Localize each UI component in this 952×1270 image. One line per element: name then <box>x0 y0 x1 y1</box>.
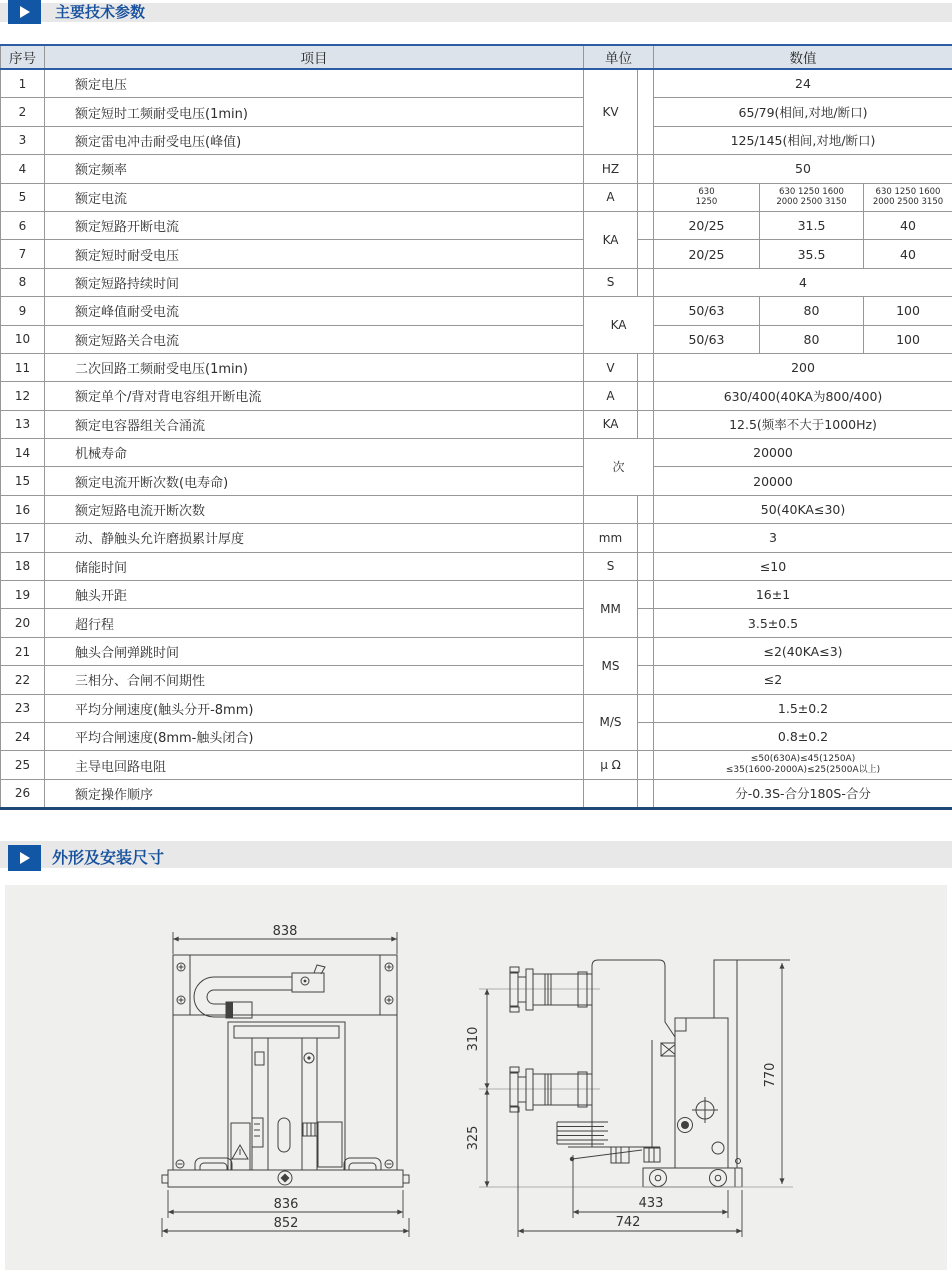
item-name: 额定电压 <box>45 69 584 98</box>
row-number: 1 <box>1 69 45 98</box>
value-cell: 40 <box>864 240 952 268</box>
spacer-cell <box>638 637 654 665</box>
value-cell: 3.5±0.5 <box>654 609 952 637</box>
unit-cell: MS <box>584 637 638 694</box>
spacer-cell <box>638 268 654 296</box>
unit-cell: KA <box>584 211 638 268</box>
spacer-cell <box>638 666 654 694</box>
item-name: 三相分、合闸不间期性 <box>45 666 584 694</box>
row-number: 17 <box>1 524 45 552</box>
item-name: 额定操作顺序 <box>45 779 584 808</box>
table-row <box>1 779 952 808</box>
row-number: 14 <box>1 439 45 467</box>
spacer-cell <box>638 581 654 609</box>
unit-cell: mm <box>584 524 638 552</box>
value-cell: 0.8±0.2 <box>654 722 952 750</box>
item-name: 额定短路关合电流 <box>45 325 584 353</box>
value-cell <box>654 751 952 779</box>
table-row <box>1 495 952 523</box>
table-header-row <box>1 45 952 69</box>
table-row <box>1 382 952 410</box>
item-name: 主导电回路电阻 <box>45 751 584 779</box>
value-cell: 20/25 <box>654 240 760 268</box>
table-row <box>1 297 952 325</box>
table-row <box>1 240 952 268</box>
spacer-cell <box>638 495 654 523</box>
unit-cell: μ Ω <box>584 751 638 779</box>
dim-770-label: 770 <box>763 1062 778 1088</box>
unit-cell: M/S <box>584 694 638 751</box>
value-cell: 50/63 <box>654 325 760 353</box>
row-number: 26 <box>1 779 45 808</box>
spacer-cell <box>638 410 654 438</box>
value-cell: 50(40KA≤30) <box>654 495 952 523</box>
table-row <box>1 69 952 98</box>
row-number: 16 <box>1 495 45 523</box>
item-name: 储能时间 <box>45 552 584 580</box>
value-cell: 24 <box>654 69 952 98</box>
outline-drawings <box>8 885 944 1270</box>
header-value: 数值 <box>654 45 952 69</box>
current-list-line: 2000 2500 3150 <box>872 197 944 208</box>
table-row <box>1 183 952 211</box>
item-name: 额定雷电冲击耐受电压(峰值) <box>45 126 584 154</box>
item-name: 额定短路电流开断次数 <box>45 495 584 523</box>
value-cell <box>760 183 864 211</box>
value-cell: 分-0.3S-合分180S-合分 <box>654 779 952 808</box>
section-title-outline: 外形及安装尺寸 <box>52 848 165 867</box>
spacer-cell <box>638 353 654 381</box>
current-list-line: 2000 2500 3150 <box>776 197 847 208</box>
table-row <box>1 694 952 722</box>
value-cell: 80 <box>760 297 864 325</box>
current-list-line: 1250 <box>695 197 718 208</box>
dimension-drawing-panel <box>5 885 947 1270</box>
unit-cell: S <box>584 268 638 296</box>
spacer-cell <box>638 751 654 779</box>
unit-cell: 次 <box>584 439 654 496</box>
row-number: 21 <box>1 637 45 665</box>
section-marker-params <box>8 0 41 24</box>
unit-cell <box>584 779 638 808</box>
row-number: 13 <box>1 410 45 438</box>
unit-cell: MM <box>584 581 638 638</box>
value-cell: 50/63 <box>654 297 760 325</box>
table-row <box>1 666 952 694</box>
row-number: 15 <box>1 467 45 495</box>
value-cell: 31.5 <box>760 211 864 239</box>
value-cell: ≤2(40KA≤3) <box>654 637 952 665</box>
row-number: 12 <box>1 382 45 410</box>
item-name: 动、静触头允许磨损累计厚度 <box>45 524 584 552</box>
table-row <box>1 353 952 381</box>
value-cell: ≤2 <box>654 666 952 694</box>
row-number: 22 <box>1 666 45 694</box>
value-cell: 16±1 <box>654 581 952 609</box>
item-name: 额定电流 <box>45 183 584 211</box>
section-title-params: 主要技术参数 <box>55 3 146 21</box>
value-cell: 100 <box>864 325 952 353</box>
current-list-line: 630 1250 1600 <box>875 186 941 197</box>
unit-cell <box>584 495 638 523</box>
item-name: 额定短路开断电流 <box>45 211 584 239</box>
item-name: 额定短时工频耐受电压(1min) <box>45 98 584 126</box>
dim-836-label: 836 <box>273 1197 299 1212</box>
spacer-cell <box>638 694 654 722</box>
value-cell: 20/25 <box>654 211 760 239</box>
row-number: 20 <box>1 609 45 637</box>
value-cell: 80 <box>760 325 864 353</box>
table-row <box>1 524 952 552</box>
front-view-drawing <box>162 924 409 1237</box>
dim-310-label: 310 <box>466 1026 481 1052</box>
unit-cell: A <box>584 382 638 410</box>
item-name: 触头合闸弹跳时间 <box>45 637 584 665</box>
value-cell: 65/79(相间,对地/断口) <box>654 98 952 126</box>
row-number: 10 <box>1 325 45 353</box>
item-name: 机械寿命 <box>45 439 584 467</box>
value-cell <box>864 183 952 211</box>
item-name: 额定电容器组关合涌流 <box>45 410 584 438</box>
value-cell: 20000 <box>654 439 952 467</box>
row-number: 7 <box>1 240 45 268</box>
table-row <box>1 268 952 296</box>
spacer-cell <box>638 183 654 211</box>
row-number: 25 <box>1 751 45 779</box>
table-row <box>1 552 952 580</box>
value-cell: 630/400(40KA为800/400) <box>654 382 952 410</box>
arrow-right-icon <box>20 852 30 864</box>
spacer-cell <box>638 382 654 410</box>
item-name: 额定峰值耐受电流 <box>45 297 584 325</box>
row-number: 3 <box>1 126 45 154</box>
table-row <box>1 609 952 637</box>
spacer-cell <box>638 722 654 750</box>
table-row <box>1 126 952 154</box>
spacer-cell <box>638 779 654 808</box>
table-row <box>1 722 952 750</box>
spacer-cell <box>638 211 654 239</box>
value-cell: 20000 <box>654 467 952 495</box>
spacer-cell <box>638 524 654 552</box>
unit-cell: KA <box>584 297 654 354</box>
spacer-cell <box>638 240 654 268</box>
value-cell: 1.5±0.2 <box>654 694 952 722</box>
spacer-cell <box>638 69 654 155</box>
section-marker-outline <box>8 845 41 871</box>
side-view-drawing <box>466 960 793 1237</box>
row-number: 4 <box>1 155 45 183</box>
arrow-right-icon <box>20 6 30 18</box>
row-number: 8 <box>1 268 45 296</box>
table-row <box>1 98 952 126</box>
header-item: 项目 <box>45 45 584 69</box>
table-row <box>1 581 952 609</box>
table-row <box>1 637 952 665</box>
row-number: 18 <box>1 552 45 580</box>
value-cell: 12.5(频率不大于1000Hz) <box>654 410 952 438</box>
unit-cell: V <box>584 353 638 381</box>
table-row <box>1 211 952 239</box>
row-number: 24 <box>1 722 45 750</box>
dim-433-label: 433 <box>638 1196 664 1211</box>
current-list-line: 630 1250 1600 <box>779 186 844 197</box>
value-cell: 50 <box>654 155 952 183</box>
unit-cell: HZ <box>584 155 638 183</box>
item-name: 额定短时耐受电压 <box>45 240 584 268</box>
table-row <box>1 751 952 779</box>
item-name: 超行程 <box>45 609 584 637</box>
dim-742-label: 742 <box>615 1215 641 1230</box>
value-cell: 40 <box>864 211 952 239</box>
row-number: 2 <box>1 98 45 126</box>
item-name: 平均合闸速度(8mm-触头闭合) <box>45 722 584 750</box>
table-row <box>1 467 952 495</box>
resistance-line: ≤50(630A)≤45(1250A) <box>750 754 856 765</box>
row-number: 23 <box>1 694 45 722</box>
item-name: 额定单个/背对背电容组开断电流 <box>45 382 584 410</box>
value-cell: 3 <box>654 524 952 552</box>
value-cell: ≤10 <box>654 552 952 580</box>
value-cell: 35.5 <box>760 240 864 268</box>
unit-cell: KA <box>584 410 638 438</box>
item-name: 触头开距 <box>45 581 584 609</box>
value-cell: 4 <box>654 268 952 296</box>
row-number: 5 <box>1 183 45 211</box>
spacer-cell <box>638 609 654 637</box>
row-number: 19 <box>1 581 45 609</box>
current-list-line: 630 <box>698 186 715 197</box>
dim-325-label: 325 <box>466 1125 481 1151</box>
row-number: 6 <box>1 211 45 239</box>
value-cell: 100 <box>864 297 952 325</box>
item-name: 额定电流开断次数(电寿命) <box>45 467 584 495</box>
unit-cell: S <box>584 552 638 580</box>
spacer-cell <box>638 155 654 183</box>
header-unit: 单位 <box>584 45 654 69</box>
item-name: 平均分闸速度(触头分开-8mm) <box>45 694 584 722</box>
table-row <box>1 325 952 353</box>
unit-cell: KV <box>584 69 638 155</box>
header-no: 序号 <box>1 45 45 69</box>
value-cell: 200 <box>654 353 952 381</box>
dim-838-label: 838 <box>272 924 298 939</box>
dim-852-label: 852 <box>273 1216 299 1231</box>
resistance-line: ≤35(1600-2000A)≤25(2500A以上) <box>725 765 881 776</box>
spacer-cell <box>638 552 654 580</box>
table-row <box>1 439 952 467</box>
table-row <box>1 410 952 438</box>
item-name: 额定短路持续时间 <box>45 268 584 296</box>
technical-parameters-table <box>0 44 952 810</box>
item-name: 额定频率 <box>45 155 584 183</box>
unit-cell: A <box>584 183 638 211</box>
value-cell <box>654 183 760 211</box>
item-name: 二次回路工频耐受电压(1min) <box>45 353 584 381</box>
table-row <box>1 155 952 183</box>
value-cell: 125/145(相间,对地/断口) <box>654 126 952 154</box>
row-number: 11 <box>1 353 45 381</box>
row-number: 9 <box>1 297 45 325</box>
